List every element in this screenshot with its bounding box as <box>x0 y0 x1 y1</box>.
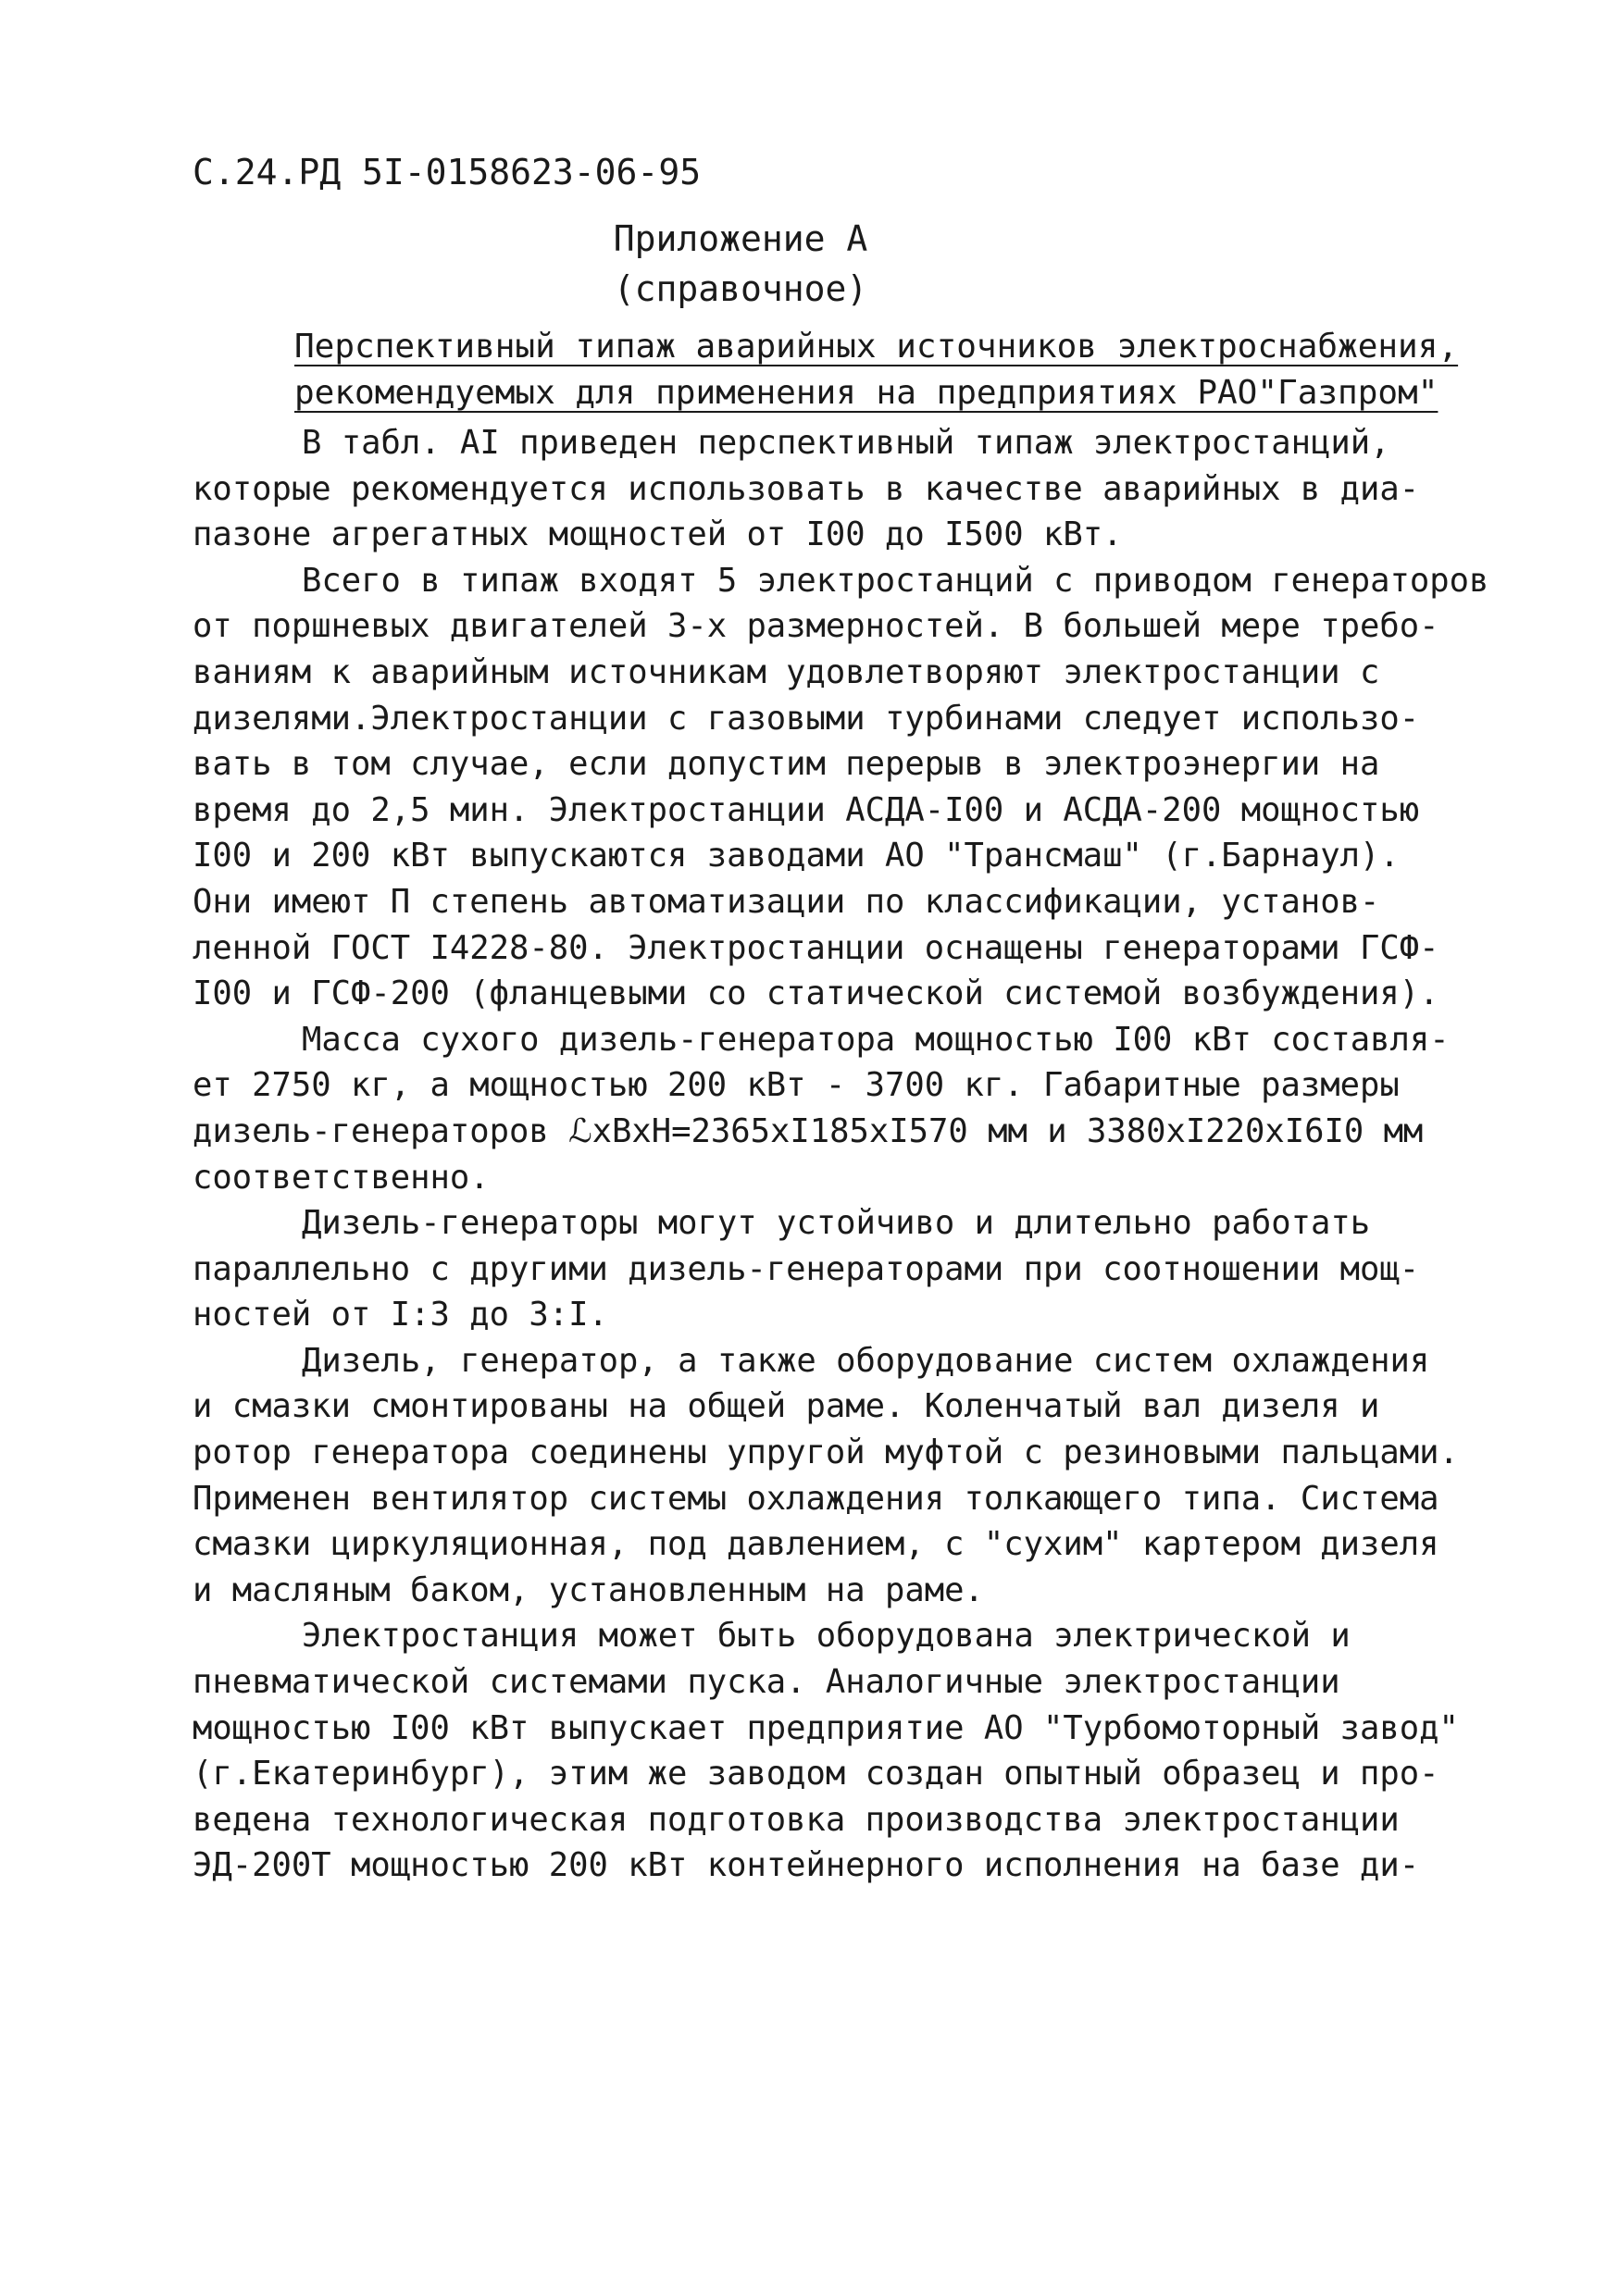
text-line: Дизель-генераторы могут устойчиво и длительно работать <box>302 1204 1371 1243</box>
text-line: ет 2750 кг, а мощностью 200 кВт - 3700 кг. Габаритные размеры <box>193 1066 1400 1105</box>
text-line: ведена технологическая подготовка производства электростанции <box>193 1800 1400 1839</box>
text-line: от поршневых двигателей 3-х размерностей. В большей мере требо- <box>193 607 1439 646</box>
text-line: I00 и ГСФ-200 (фланцевыми со статической системой возбуждения). <box>193 974 1439 1013</box>
text-line: ностей от I:3 до 3:I. <box>193 1296 608 1334</box>
appendix-title: Приложение А <box>613 218 868 259</box>
text-line: ЭД-200Т мощностью 200 кВт контейнерного исполнения на базе ди- <box>193 1846 1420 1885</box>
heading-line-2: рекомендуемых для применения на предприятиях РАО"Газпром" <box>294 374 1438 412</box>
text-line: и смазки смонтированы на общей раме. Коленчатый вал дизеля и <box>193 1387 1380 1426</box>
text-line: пазоне агрегатных мощностей от I00 до I500 кВт. <box>193 515 1123 554</box>
text-line: время до 2,5 мин. Электростанции АСДА-I00 и АСДА-200 мощностью <box>193 790 1420 829</box>
text-line: которые рекомендуется использовать в качестве аварийных в диа- <box>193 469 1420 508</box>
page-header: С.24.РД 5I-0158623-06-95 <box>193 152 702 192</box>
text-line: ротор генератора соединены упругой муфтой с резиновыми пальцами. <box>193 1433 1459 1472</box>
text-line: соответственно. <box>193 1158 490 1197</box>
text-line: Дизель, генератор, а также оборудование систем охлаждения <box>302 1341 1430 1380</box>
appendix-subtitle: (справочное) <box>613 268 868 309</box>
text-line: Электростанция может быть оборудована электрической и <box>302 1617 1351 1656</box>
body-text <box>193 420 1507 1889</box>
text-line: Всего в типаж входят 5 электростанций с приводом генераторов <box>302 561 1489 600</box>
text-line: параллельно с другими дизель-генераторами при соотношении мощ- <box>193 1249 1420 1288</box>
text-line: I00 и 200 кВт выпускаются заводами АО "Трансмаш" (г.Барнаул). <box>193 837 1400 875</box>
text-line: и масляным баком, установленным на раме. <box>193 1570 984 1609</box>
heading-line-1: Перспективный типаж аварийных источников электроснабжения, <box>294 328 1459 366</box>
text-line: ленной ГОСТ I4228-80. Электростанции оснащены генераторами ГСФ- <box>193 928 1439 967</box>
text-line: мощностью I00 кВт выпускает предприятие АО "Турбомоторный завод" <box>193 1708 1459 1747</box>
text-line: пневматической системами пуска. Аналогичные электростанции <box>193 1663 1340 1702</box>
text-line: (г.Екатеринбург), этим же заводом создан опытный образец и про- <box>193 1755 1439 1793</box>
text-line: В табл. АI приведен перспективный типаж электростанций, <box>302 424 1390 462</box>
text-line: Масса сухого дизель-генератора мощностью I00 кВт составля- <box>302 1020 1450 1059</box>
text-line: дизелями.Электростанции с газовыми турбинами следует использо- <box>193 699 1420 738</box>
text-line: смазки циркуляционная, под давлением, с "сухим" картером дизеля <box>193 1525 1439 1564</box>
text-line: вать в том случае, если допустим перерыв в электроэнергии на <box>193 745 1380 784</box>
text-line: ваниям к аварийным источникам удовлетворяют электростанции с <box>193 652 1380 691</box>
text-line: дизель-генераторов ℒxВxН=2365хI185хI570 мм и 3380хI220хI6I0 мм <box>193 1111 1424 1150</box>
section-heading <box>294 324 1458 416</box>
text-line: Применен вентилятор системы охлаждения толкающего типа. Система <box>193 1479 1439 1518</box>
text-line: Они имеют П степень автоматизации по классификации, установ- <box>193 882 1380 921</box>
